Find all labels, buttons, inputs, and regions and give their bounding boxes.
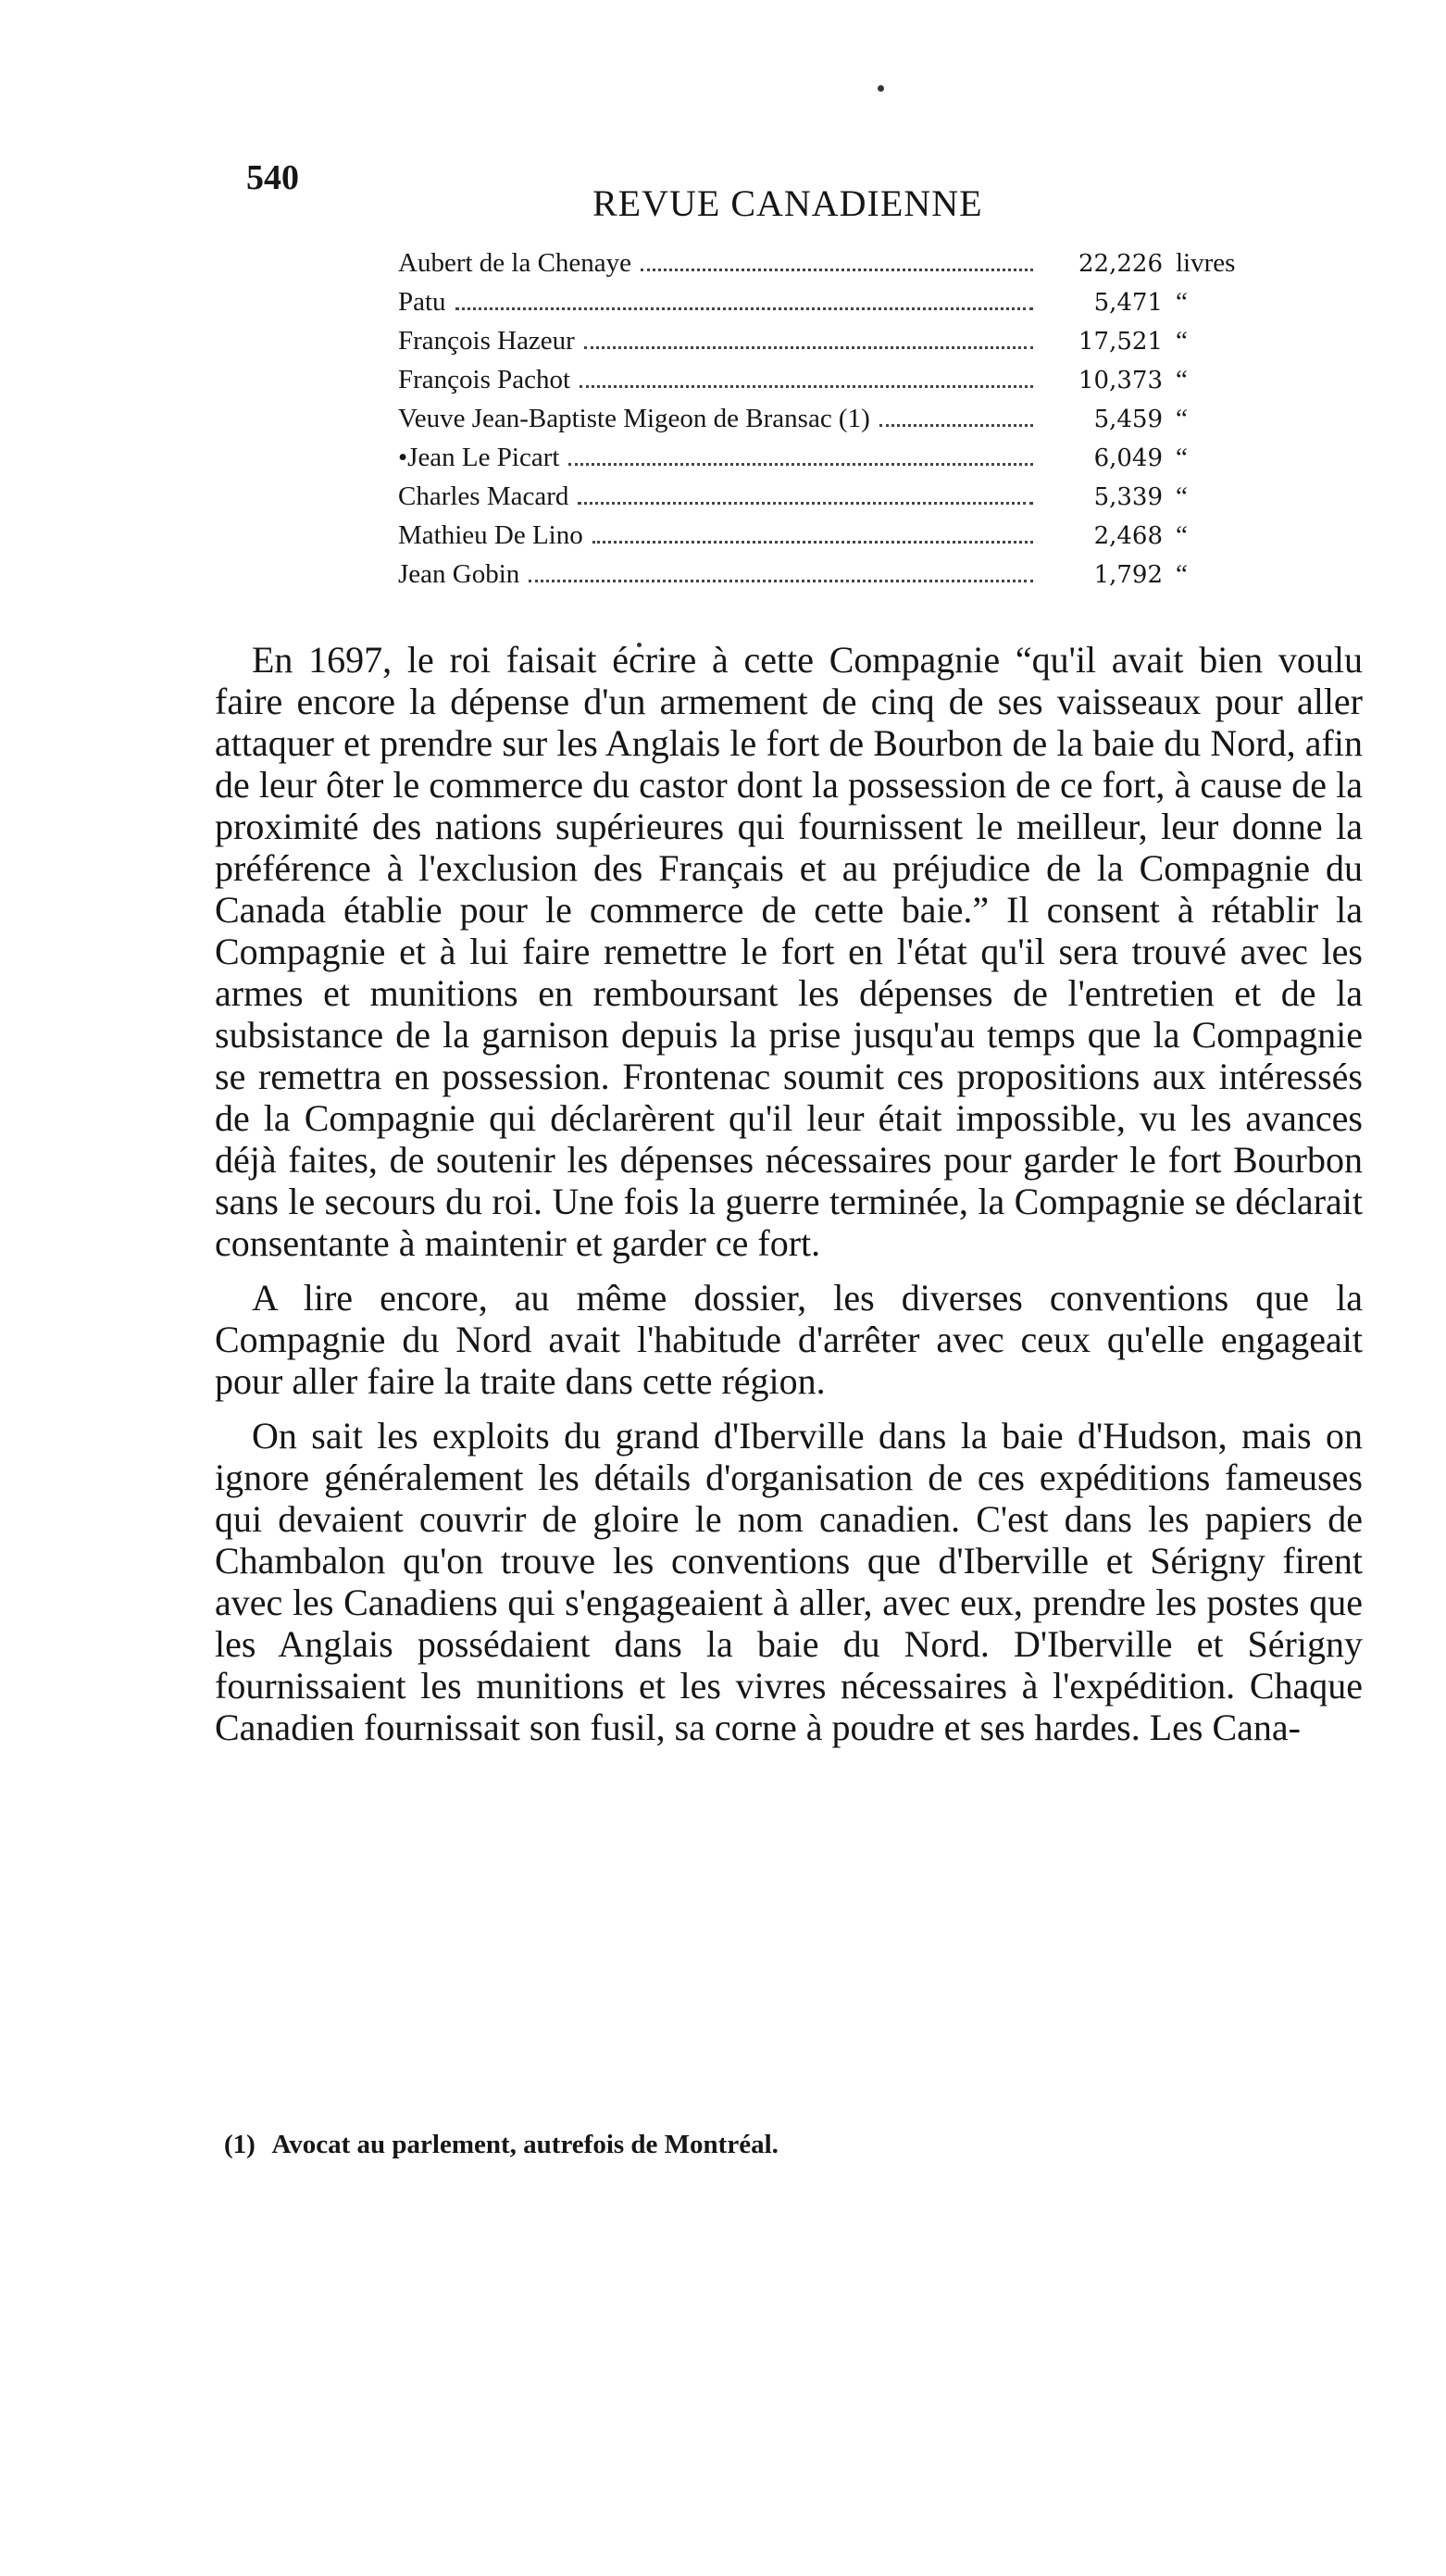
- subscriber-name: Aubert de la Chenaye: [398, 248, 632, 278]
- subscriber-amount: 1,792: [1093, 561, 1163, 589]
- subscriber-amount: 2,468: [1093, 522, 1163, 550]
- list-item: [398, 287, 1250, 326]
- subscriber-unit: “: [1176, 443, 1188, 472]
- subscriber-name: François Pachot: [398, 365, 571, 394]
- leader-dots: [568, 463, 1033, 466]
- subscriber-unit: “: [1176, 404, 1188, 433]
- leader-dots: [641, 269, 1033, 271]
- leader-dots: [455, 307, 1033, 310]
- subscriber-name: Jean Gobin: [398, 559, 520, 589]
- leader-dots: [584, 346, 1033, 349]
- subscriber-unit: livres: [1176, 248, 1236, 278]
- subscriber-name: François Hazeur: [398, 326, 575, 356]
- list-item: [398, 520, 1250, 559]
- subscriber-amount: 6,049: [1093, 444, 1163, 472]
- list-item: [398, 443, 1250, 481]
- subscriber-name: Charles Macard: [398, 481, 569, 511]
- footnote: [224, 2130, 1335, 2160]
- subscriber-amount: 5,339: [1093, 483, 1163, 511]
- leader-dots: [592, 541, 1033, 544]
- paragraph: A lire encore, au même dossier, les diverses conventions que la Compagnie du Nord avait l'habitude d'arrêter avec ceux qu'elle engageait pour aller faire la traite dans cette région.: [215, 1277, 1363, 1402]
- subscriber-unit: “: [1176, 481, 1188, 511]
- subscriber-amount: 10,373: [1078, 367, 1163, 394]
- subscriber-name: •Jean Le Picart: [398, 443, 560, 472]
- subscriber-unit: “: [1176, 365, 1188, 394]
- subscriber-name: Mathieu De Lino: [398, 520, 583, 550]
- body-text: [215, 639, 1363, 1761]
- footnote-marker: (1): [224, 2130, 256, 2159]
- footnote-text: Avocat au parlement, autrefois de Montréal.: [271, 2130, 779, 2159]
- leader-dots: [879, 424, 1033, 427]
- print-speck: [878, 85, 884, 92]
- list-item: [398, 365, 1250, 404]
- subscriber-list: [398, 248, 1250, 598]
- list-item: [398, 248, 1250, 287]
- list-item: [398, 559, 1250, 598]
- list-item: [398, 404, 1250, 443]
- page-number: 540: [246, 158, 299, 197]
- subscriber-unit: “: [1176, 287, 1188, 317]
- leader-dots: [529, 580, 1033, 582]
- subscriber-name: Patu: [398, 287, 446, 317]
- subscriber-amount: 5,459: [1093, 406, 1163, 433]
- running-title: REVUE CANADIENNE: [592, 182, 983, 224]
- subscriber-name: Veuve Jean-Baptiste Migeon de Bransac (1): [398, 404, 870, 433]
- leader-dots: [578, 502, 1033, 505]
- list-item: [398, 481, 1250, 520]
- leader-dots: [580, 385, 1033, 388]
- subscriber-unit: “: [1176, 520, 1188, 550]
- subscriber-unit: “: [1176, 326, 1188, 356]
- subscriber-amount: 5,471: [1093, 289, 1163, 317]
- subscriber-amount: 22,226: [1078, 250, 1163, 278]
- paragraph: En 1697, le roi faisait écrire à cette Compagnie “qu'il avait bien voulu faire encore la dépense d'un armement de cinq de ses vaisseaux pour aller attaquer et prendre sur les Anglais le fort de Bourbon de la baie du Nord, afin de leur ôter le commerce du castor dont la possession de ce fort, à cause de la proximité des nations supérieures qui fournissent le meilleur, leur donne la préférence à l'exclusion des Français et au préjudice de la Compagnie du Canada établie pour le commerce de cette baie.” Il consent à rétablir la Compagnie et à lui faire remettre le fort en l'état qu'il sera trouvé avec les armes et munitions en remboursant les dépenses de l'entretien et de la subsistance de la garnison depuis la prise jusqu'au temps que la Compagnie se remettra en possession. Frontenac soumit ces propositions aux intéressés de la Compagnie qui déclarèrent qu'il leur était impossible, vu les avances déjà faites, de soutenir les dépenses nécessaires pour garder le fort Bourbon sans le secours du roi. Une fois la guerre terminée, la Compagnie se déclarait consentante à maintenir et garder ce fort.: [215, 639, 1363, 1264]
- subscriber-amount: 17,521: [1078, 328, 1163, 356]
- list-item: [398, 326, 1250, 365]
- subscriber-unit: “: [1176, 559, 1188, 589]
- paragraph: On sait les exploits du grand d'Iberville dans la baie d'Hudson, mais on ignore généralement les détails d'organisation de ces expéditions fameuses qui devaient couvrir de gloire le nom canadien. C'est dans les papiers de Chambalon qu'on trouve les conventions que d'Iberville et Sérigny firent avec les Canadiens qui s'engageaient à aller, avec eux, prendre les postes que les Anglais possédaient dans la baie du Nord. D'Iberville et Sérigny fournissaient les munitions et les vivres nécessaires à l'expédition. Chaque Canadien fournissait son fusil, sa corne à poudre et ses hardes. Les Cana-: [215, 1415, 1363, 1748]
